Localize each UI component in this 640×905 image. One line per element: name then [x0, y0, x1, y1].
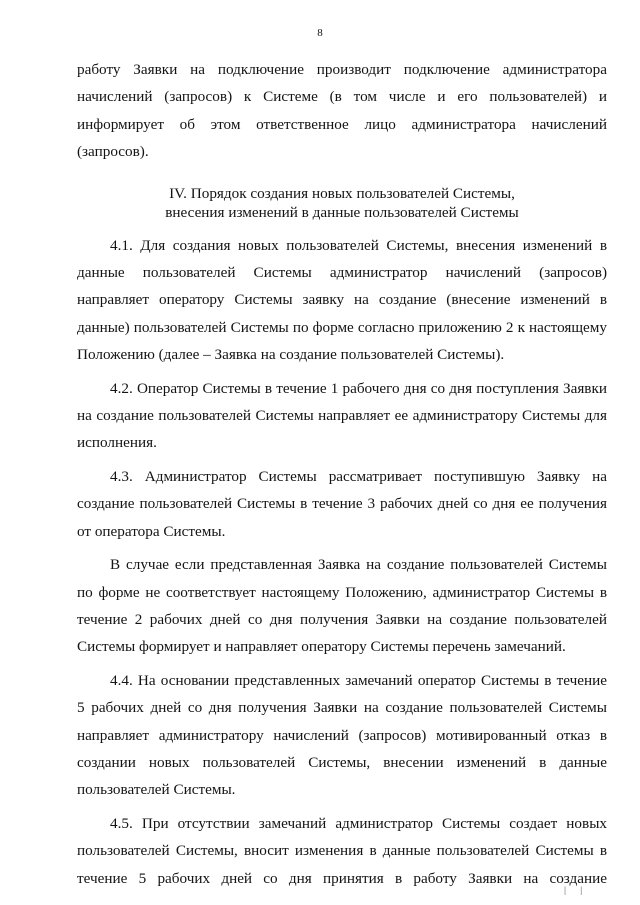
- paragraph-4-3-remark: В случае если представленная Заявка на создание пользователей Системы по форме не соответствует настоящему Положению, администратор Системы в течение 2 рабочих дней со дня получения Заявки на создание пользователей Системы формирует и направляет оператору Системы перечень замечаний.: [77, 556, 607, 656]
- paragraph-4-3: 4.3. Администратор Системы рассматривает поступившую Заявку на создание пользователей Системы в течение 3 рабочих дней со дня ее получения от оператора Системы.: [77, 467, 607, 540]
- page-number: 8: [317, 27, 323, 39]
- document-body: [77, 56, 607, 892]
- footer-marks: | |: [564, 885, 588, 895]
- paragraph-4-4: 4.4. На основании представленных замечаний оператор Системы в течение 5 рабочих дней со дня получения Заявки на создание пользователей Системы направляет администратору начислений (запросов) мотивированный отказ в создании новых пользователей Системы, внесении изменений в данные пользователей Системы.: [77, 671, 607, 799]
- paragraph-continuation: работу Заявки на подключение производит подключение администратора начислений (запросов) к Системе (в том числе и его пользователей) и информирует об этом ответственное лицо администратора начислений (запросов).: [77, 61, 607, 161]
- section-heading-line-1: IV. Порядок создания новых пользователей Системы,: [169, 184, 515, 202]
- section-heading: [77, 184, 607, 222]
- paragraph-4-2: 4.2. Оператор Системы в течение 1 рабочего дня со дня поступления Заявки на создание пользователей Системы направляет ее администратору Системы для исполнения.: [77, 379, 607, 452]
- section-heading-line-2: внесения изменений в данные пользователей Системы: [165, 203, 519, 221]
- paragraph-4-5: 4.5. При отсутствии замечаний администратор Системы создает новых пользователей Системы, вносит изменения в данные пользователей Системы в течение 5 рабочих дней со дня принятия в работу Заявки на создание: [77, 814, 607, 887]
- paragraph-4-1: 4.1. Для создания новых пользователей Системы, внесения изменений в данные пользователей Системы администратор начислений (запросов) направляет оператору Системы заявку на создание (внесение изменений в данные) пользователей Системы по форме согласно приложению 2 к настоящему Положению (далее – Заявка на создание пользователей Системы).: [77, 236, 607, 364]
